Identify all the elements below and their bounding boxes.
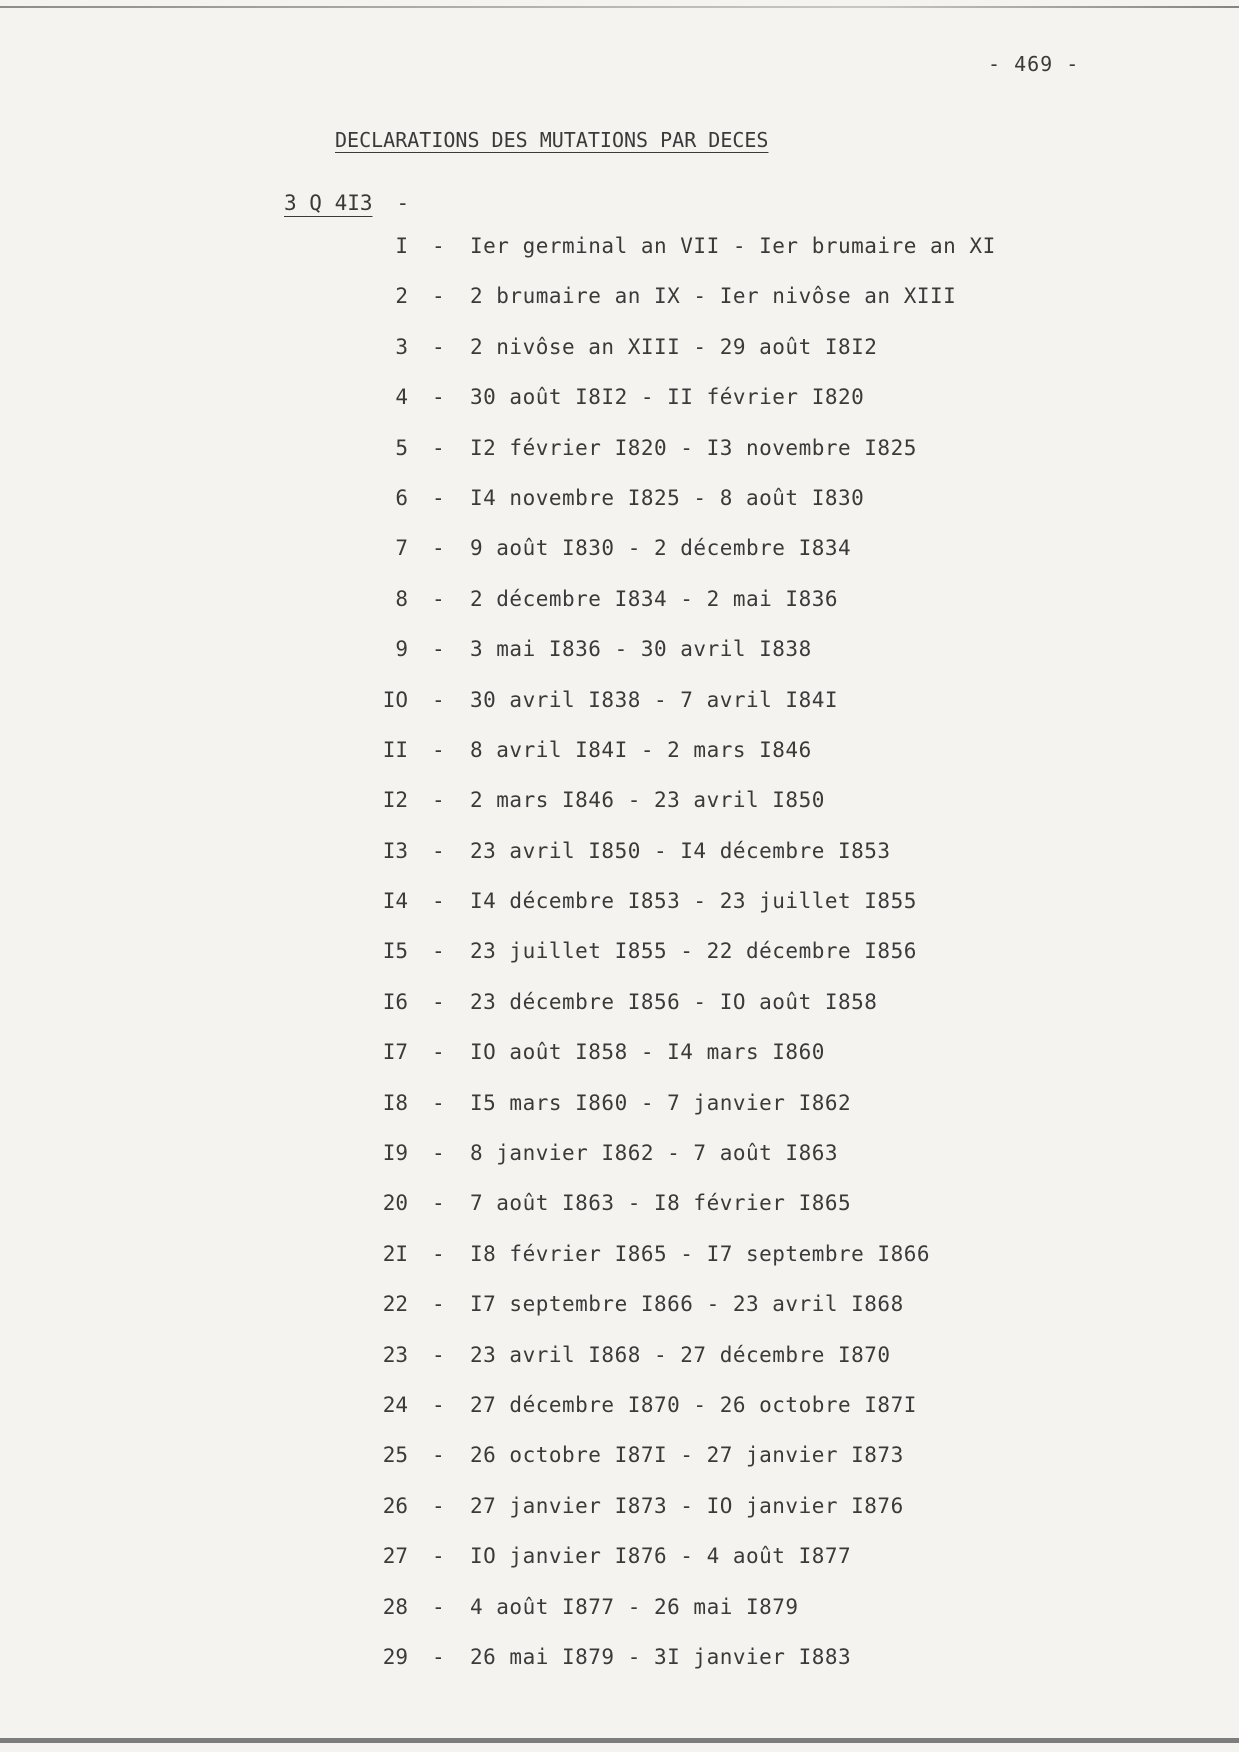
register-entry <box>0 637 1239 687</box>
entry-number: 3 <box>395 334 408 359</box>
entry-separator: - <box>432 435 445 460</box>
entry-number: I5 <box>382 939 408 964</box>
entry-number: 28 <box>382 1594 408 1619</box>
register-entry <box>0 788 1239 838</box>
register-entry <box>0 536 1239 586</box>
entry-date-range: Ier germinal an VII - Ier brumaire an XI <box>470 234 996 258</box>
register-entry <box>0 1292 1239 1342</box>
entry-number: 4 <box>395 385 408 410</box>
entry-date-range: 23 avril I850 - I4 décembre I853 <box>470 838 891 863</box>
register-entry <box>0 839 1239 889</box>
entry-date-range: 2 brumaire an IX - Ier nivôse an XIII <box>470 284 957 309</box>
entry-date-range: 2 décembre I834 - 2 mai I836 <box>470 586 839 611</box>
register-entry <box>0 436 1239 486</box>
entry-number: 6 <box>395 485 408 510</box>
entry-separator: - <box>432 1090 445 1115</box>
call-number <box>284 191 409 215</box>
entry-date-range: IO janvier I876 - 4 août I877 <box>470 1544 852 1569</box>
register-entry <box>0 1141 1239 1191</box>
entry-number: IO <box>382 687 408 712</box>
entry-date-range: 30 avril I838 - 7 avril I84I <box>470 687 839 712</box>
entry-separator: - <box>432 1141 445 1166</box>
entry-number: 9 <box>395 637 408 662</box>
entry-number: I2 <box>382 788 408 813</box>
entry-separator: - <box>432 637 445 662</box>
entry-separator: - <box>432 687 445 712</box>
scan-top-edge <box>0 6 1239 8</box>
register-entry <box>0 1393 1239 1443</box>
entry-separator: - <box>432 939 445 964</box>
entry-separator: - <box>432 1443 445 1468</box>
register-entry <box>0 1040 1239 1090</box>
entry-date-range: 27 décembre I870 - 26 octobre I87I <box>470 1392 917 1417</box>
entry-date-range: 30 août I8I2 - II février I820 <box>470 385 865 410</box>
register-entry <box>0 385 1239 435</box>
entry-date-range: I7 septembre I866 - 23 avril I868 <box>470 1292 904 1317</box>
entry-date-range: 8 avril I84I - 2 mars I846 <box>470 737 812 762</box>
entry-separator: - <box>432 1191 445 1216</box>
scan-bottom-edge <box>0 1738 1239 1743</box>
entry-number: I6 <box>382 989 408 1014</box>
entry-date-range: 9 août I830 - 2 décembre I834 <box>470 536 852 561</box>
entry-date-range: 3 mai I836 - 30 avril I838 <box>470 637 812 662</box>
entry-number: I9 <box>382 1141 408 1166</box>
entry-separator: - <box>432 989 445 1014</box>
register-entry <box>0 889 1239 939</box>
entry-number: I4 <box>382 889 408 914</box>
entry-date-range: 26 octobre I87I - 27 janvier I873 <box>470 1443 904 1468</box>
entry-date-range: 7 août I863 - I8 février I865 <box>470 1191 852 1216</box>
entry-separator: - <box>432 334 445 359</box>
entry-separator: - <box>432 536 445 561</box>
entry-number: II <box>382 737 408 762</box>
entry-separator: - <box>432 1493 445 1518</box>
entry-number: 2I <box>382 1241 408 1266</box>
register-entry <box>0 587 1239 637</box>
entry-separator: - <box>432 838 445 863</box>
entry-number: I3 <box>382 838 408 863</box>
register-entry <box>0 1242 1239 1292</box>
register-entry <box>0 1343 1239 1393</box>
entry-date-range: I4 novembre I825 - 8 août I830 <box>470 485 865 510</box>
entry-number: 8 <box>395 586 408 611</box>
entry-date-range: 2 mars I846 - 23 avril I850 <box>470 788 825 813</box>
entry-date-range: 4 août I877 - 26 mai I879 <box>470 1594 799 1619</box>
entry-number: 27 <box>382 1544 408 1569</box>
entry-date-range: I2 février I820 - I3 novembre I825 <box>470 435 917 460</box>
entry-separator: - <box>432 1644 445 1669</box>
register-entry <box>0 939 1239 989</box>
call-number-dash: - <box>396 191 410 215</box>
entry-separator: - <box>432 284 445 309</box>
register-entry <box>0 1443 1239 1493</box>
register-entry <box>0 1091 1239 1141</box>
entry-number: 23 <box>382 1342 408 1367</box>
register-entry <box>0 990 1239 1040</box>
entry-date-range: 27 janvier I873 - IO janvier I876 <box>470 1493 904 1518</box>
entry-date-range: IO août I858 - I4 mars I860 <box>470 1040 825 1065</box>
entry-separator: - <box>432 1342 445 1367</box>
entry-number: 25 <box>382 1443 408 1468</box>
register-entry <box>0 234 1239 284</box>
entry-separator: - <box>432 1241 445 1266</box>
entry-date-range: 23 avril I868 - 27 décembre I870 <box>470 1342 891 1367</box>
entry-date-range: 23 décembre I856 - IO août I858 <box>470 989 878 1014</box>
register-entry <box>0 1645 1239 1695</box>
page-number: - 469 - <box>988 52 1080 76</box>
entry-separator: - <box>432 889 445 914</box>
register-entry <box>0 1494 1239 1544</box>
register-entry <box>0 335 1239 385</box>
entry-number: I8 <box>382 1090 408 1115</box>
register-entry <box>0 738 1239 788</box>
entry-separator: - <box>432 1392 445 1417</box>
register-entry <box>0 1595 1239 1645</box>
entry-number: 22 <box>382 1292 408 1317</box>
entry-date-range: 23 juillet I855 - 22 décembre I856 <box>470 939 917 964</box>
entry-date-range: I8 février I865 - I7 septembre I866 <box>470 1241 931 1266</box>
register-list <box>0 234 1239 1695</box>
register-entry <box>0 486 1239 536</box>
entry-separator: - <box>432 234 445 258</box>
register-entry <box>0 1544 1239 1594</box>
entry-separator: - <box>432 1544 445 1569</box>
entry-separator: - <box>432 788 445 813</box>
entry-number: I7 <box>382 1040 408 1065</box>
entry-number: 5 <box>395 435 408 460</box>
register-entry <box>0 688 1239 738</box>
entry-number: 24 <box>382 1392 408 1417</box>
entry-date-range: 2 nivôse an XIII - 29 août I8I2 <box>470 334 878 359</box>
register-entry <box>0 284 1239 334</box>
entry-separator: - <box>432 586 445 611</box>
entry-separator: - <box>432 737 445 762</box>
entry-separator: - <box>432 385 445 410</box>
register-entry <box>0 1191 1239 1241</box>
entry-number: 7 <box>395 536 408 561</box>
entry-number: 29 <box>382 1644 408 1669</box>
entry-separator: - <box>432 485 445 510</box>
call-number-code: 3 Q 4I3 <box>284 191 373 215</box>
entry-separator: - <box>432 1292 445 1317</box>
entry-number: I <box>395 234 408 258</box>
entry-separator: - <box>432 1040 445 1065</box>
entry-date-range: I5 mars I860 - 7 janvier I862 <box>470 1090 852 1115</box>
document-title: DECLARATIONS DES MUTATIONS PAR DECES <box>335 128 769 152</box>
entry-separator: - <box>432 1594 445 1619</box>
entry-date-range: I4 décembre I853 - 23 juillet I855 <box>470 889 917 914</box>
entry-number: 26 <box>382 1493 408 1518</box>
entry-number: 20 <box>382 1191 408 1216</box>
entry-date-range: 8 janvier I862 - 7 août I863 <box>470 1141 839 1166</box>
entry-number: 2 <box>395 284 408 309</box>
entry-date-range: 26 mai I879 - 3I janvier I883 <box>470 1644 852 1669</box>
